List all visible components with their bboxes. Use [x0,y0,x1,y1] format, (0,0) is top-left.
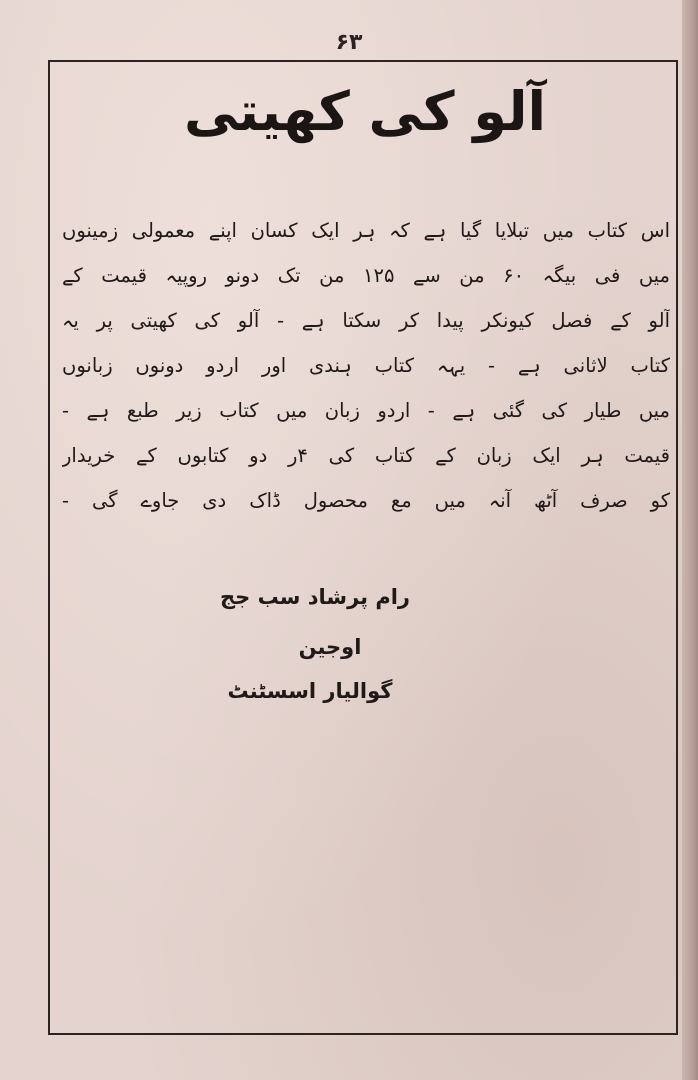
signature-name: رام پرشاد سب جج [219,585,411,609]
body-line: اس کتاب میں تبلایا گیا ہے کہ ہر ایک کسان اپنے معمولی زمینوں [62,219,670,242]
page-title: آلو کی کھیتی [183,80,547,143]
body-line: کتاب لاثانی ہے - یہہ کتاب ہندی اور اردو دونوں زبانوں [62,354,670,377]
page-border-frame [48,60,678,1035]
page-number: ۶۳ [335,30,363,55]
signature-designation: گوالیار اسسٹنٹ [227,679,393,703]
body-line: میں فی بیگہ ۶۰ من سے ۱۲۵ من تک دونو روپیہ قیمت کے [62,264,670,287]
signature-block [160,575,460,713]
signature-place: اوجین [298,635,362,659]
page-edge [682,0,698,1080]
body-line: میں طیار کی گئی ہے - اردو زبان میں کتاب زیر طبع ہے - [62,399,670,422]
body-line: قیمت ہر ایک زبان کے کتاب کی ۴ر دو کتابوں کے خریدار [62,444,670,467]
body-line: کو صرف آٹھ آنہ میں مع محصول ڈاک دی جاوے گی - [62,489,670,512]
body-paragraph [62,208,670,523]
body-line: آلو کے فصل کیونکر پیدا کر سکتا ہے - آلو کی کھیتی پر یہ [62,309,670,332]
